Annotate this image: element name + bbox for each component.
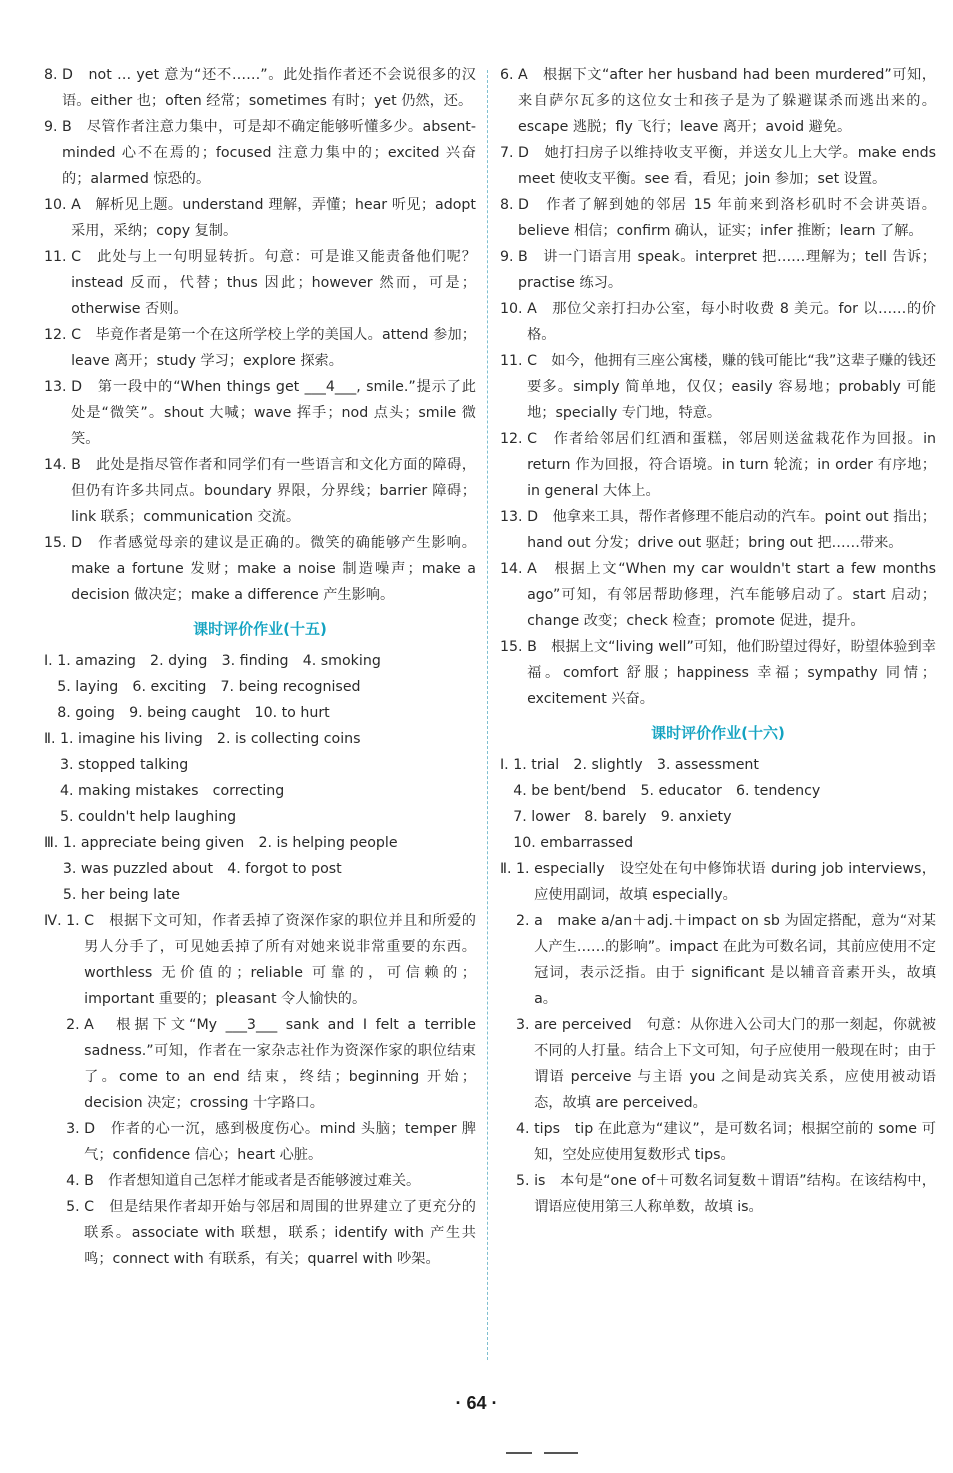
roman-numeral: Ⅳ. bbox=[44, 913, 67, 929]
item-number: 9. bbox=[500, 249, 519, 265]
answer-line: 5. laying 6. exciting 7. being recognised bbox=[57, 679, 361, 695]
item-number: 5. bbox=[66, 1199, 85, 1215]
section16-part2 bbox=[500, 856, 936, 1220]
left-answer-list bbox=[44, 62, 476, 608]
item-text: B 根据上文“living well”可知，他们盼望过得好，盼望体验到幸福。comfort 舒服；happiness 幸福；sympathy 同情；excitement 兴奋。 bbox=[527, 639, 936, 707]
answer-item bbox=[516, 1116, 936, 1168]
answer-item bbox=[44, 114, 476, 192]
item-number: 15. bbox=[44, 535, 72, 551]
answer-item bbox=[500, 192, 936, 244]
item-text: A 那位父亲打扫办公室，每小时收费 8 美元。for 以……的价格。 bbox=[527, 301, 936, 343]
answer-item bbox=[66, 1168, 476, 1194]
answer-item bbox=[44, 452, 476, 530]
answer-item bbox=[66, 1194, 476, 1272]
item-number: 14. bbox=[500, 561, 528, 577]
item-text: A 解析见上题。understand 理解，弄懂；hear 听见；adopt 采用，采纳；copy 复制。 bbox=[71, 197, 476, 239]
item-number: 4. bbox=[66, 1173, 85, 1189]
item-number: 12. bbox=[44, 327, 72, 343]
answer-item bbox=[44, 322, 476, 374]
item-text: D 第一段中的“When things get ___4___, smile.”提示了此处是“微笑”。shout 大喊；wave 挥手；nod 点头；smile 微笑。 bbox=[71, 379, 476, 447]
answer-item bbox=[44, 244, 476, 322]
answer-item bbox=[500, 62, 936, 140]
lines bbox=[63, 830, 476, 908]
item-number: 7. bbox=[500, 145, 519, 161]
answer-item bbox=[66, 1116, 476, 1168]
section16-part1 bbox=[500, 752, 936, 856]
item-number: 13. bbox=[500, 509, 528, 525]
answer-item bbox=[500, 140, 936, 192]
answer-item bbox=[500, 348, 936, 426]
item-text: D 他拿来工具，帮作者修理不能启动的汽车。point out 指出；hand out 分发；drive out 驱赶；bring out 把……带来。 bbox=[527, 509, 936, 551]
lines bbox=[57, 648, 476, 726]
item-text: A 根据上文“When my car wouldn't start a few months ago”可知，有邻居帮助修理，汽车能够启动了。start 启动；change 改变；check 检查；promote 促进，提升。 bbox=[527, 561, 936, 629]
answer-item bbox=[516, 1168, 936, 1220]
answer-item bbox=[516, 1012, 936, 1116]
answer-line: 1. amazing 2. dying 3. finding 4. smoking bbox=[57, 653, 381, 669]
right-column bbox=[500, 62, 936, 1220]
lines bbox=[60, 726, 476, 830]
roman-numeral: Ⅰ. bbox=[44, 653, 58, 669]
item-number: 9. bbox=[44, 119, 63, 135]
item-number: 10. bbox=[44, 197, 72, 213]
roman-numeral: Ⅰ. bbox=[500, 757, 514, 773]
item-number: 14. bbox=[44, 457, 72, 473]
roman-numeral: Ⅱ. bbox=[500, 861, 517, 877]
answer-item bbox=[44, 62, 476, 114]
section15-part4 bbox=[44, 908, 476, 1272]
item-text: C 作者给邻居们红酒和蛋糕，邻居则送盆栽花作为回报。in return 作为回报，符合语境。in turn 轮流；in order 有序地；in general 大体上。 bbox=[527, 431, 936, 499]
item-number: 5. bbox=[516, 1173, 535, 1189]
answer-item bbox=[500, 296, 936, 348]
answer-line: 1. appreciate being given 2. is helping people bbox=[62, 835, 398, 851]
item-text: a make a/an＋adj.＋impact on sb 为固定搭配，意为“对某人产生……的影响”。impact 在此为可数名词，其前应使用不定冠词，表示泛指。由于 significant 是以辅音音素开头，故填 a。 bbox=[534, 913, 936, 1007]
item-text: D 作者感觉母亲的建议是正确的。微笑的确能够产生影响。make a fortune 发财；make a noise 制造噪声；make a decision 做决定；make a difference 产生影响。 bbox=[71, 535, 476, 603]
item-text: A 根据下文“after her husband had been murdered”可知，来自萨尔瓦多的这位女士和孩子是为了躲避谋杀而逃出来的。escape 逃脱；fly 飞行；leave 离开；avoid 避免。 bbox=[518, 67, 936, 135]
answer-line: 7. lower 8. barely 9. anxiety bbox=[513, 809, 732, 825]
item-number: 6. bbox=[500, 67, 519, 83]
answer-line: 1. imagine his living 2. is collecting coins bbox=[60, 731, 361, 747]
answer-item bbox=[500, 244, 936, 296]
answer-item bbox=[516, 908, 936, 1012]
answer-line: 4. making mistakes correcting bbox=[60, 783, 285, 799]
section15-part3 bbox=[44, 830, 476, 908]
item-number: 15. bbox=[500, 639, 528, 655]
item-text: D 作者了解到她的邻居 15 年前来到洛杉矶时不会讲英语。believe 相信；confirm 确认，证实；infer 推断；learn 了解。 bbox=[518, 197, 936, 239]
answer-item bbox=[66, 1012, 476, 1116]
roman-numeral: Ⅲ. bbox=[44, 835, 63, 851]
column-divider bbox=[487, 70, 488, 1360]
item-text: D not … yet 意为“还不……”。此处指作者还不会说很多的汉语。either 也；often 经常；sometimes 有时；yet 仍然，还。 bbox=[62, 67, 476, 109]
item-number: 11. bbox=[44, 249, 72, 265]
answer-item bbox=[44, 192, 476, 244]
answer-line: 4. be bent/bend 5. educator 6. tendency bbox=[513, 783, 821, 799]
answer-items bbox=[516, 856, 936, 1220]
item-number: 11. bbox=[500, 353, 528, 369]
item-number: 12. bbox=[500, 431, 528, 447]
item-number: 3. bbox=[66, 1121, 85, 1137]
answer-item bbox=[500, 556, 936, 634]
item-number: 8. bbox=[44, 67, 63, 83]
item-text: B 此处是指尽管作者和同学们有一些语言和文化方面的障碍，但仍有许多共同点。boundary 界限，分界线；barrier 障碍；link 联系；communication 交流。 bbox=[71, 457, 476, 525]
item-text: C 但是结果作者却开始与邻居和周围的世界建立了更充分的联系。associate with 联想，联系；identify with 产生共鸣；connect with 有联系，有关；quarrel with 吵架。 bbox=[84, 1199, 476, 1267]
section15-part1 bbox=[44, 648, 476, 726]
item-text: tips tip 在此意为“建议”，是可数名词；根据空前的 some 可知，空处应使用复数形式 tips。 bbox=[534, 1121, 936, 1163]
item-text: A 根据下文“My ___3___ sank and I felt a terrible sadness.”可知，作者在一家杂志社作为资深作家的职位结束了。come to an end 结束，终结；beginning 开始；decision 决定；crossing 十字路口。 bbox=[84, 1017, 476, 1111]
answer-line: 1. trial 2. slightly 3. assessment bbox=[513, 757, 759, 773]
footer-rule bbox=[506, 1452, 532, 1454]
item-number: 1. bbox=[66, 913, 85, 929]
answer-item bbox=[500, 504, 936, 556]
section-title-16: 课时评价作业(十六) bbox=[651, 724, 785, 742]
item-text: C 如今，他拥有三座公寓楼，赚的钱可能比“我”这辈子赚的钱还要多。simply 简单地，仅仅；easily 容易地；probably 可能地；specially 专门地，特意。 bbox=[527, 353, 936, 421]
item-text: B 讲一门语言用 speak。interpret 把……理解为；tell 告诉；practise 练习。 bbox=[518, 249, 936, 291]
item-number: 4. bbox=[516, 1121, 535, 1137]
section15-part2 bbox=[44, 726, 476, 830]
item-text: C 此处与上一句明显转折。句意：可是谁又能责备他们呢？instead 反而，代替；thus 因此；however 然而，可是；otherwise 否则。 bbox=[71, 249, 476, 317]
answer-line: 5. couldn't help laughing bbox=[60, 809, 237, 825]
roman-numeral: Ⅱ. bbox=[44, 731, 61, 747]
item-text: C 毕竟作者是第一个在这所学校上学的美国人。attend 参加；leave 离开；study 学习；explore 探索。 bbox=[71, 327, 476, 369]
answer-line: 3. stopped talking bbox=[60, 757, 189, 773]
item-number: 13. bbox=[44, 379, 72, 395]
footer-rule bbox=[544, 1452, 578, 1454]
item-text: C 根据下文可知，作者丢掉了资深作家的职位并且和所爱的男人分手了，可见她丢掉了所有对她来说非常重要的东西。worthless 无价值的；reliable 可靠的，可信赖的；important 重要的；pleasant 令人愉快的。 bbox=[84, 913, 476, 1007]
item-text: especially 设空处在句中修饰状语 during job interviews，应使用副词，故填 especially。 bbox=[534, 861, 936, 903]
item-number: 1. bbox=[516, 861, 535, 877]
answer-item bbox=[66, 908, 476, 1012]
answer-item bbox=[44, 530, 476, 608]
answer-line: 8. going 9. being caught 10. to hurt bbox=[57, 705, 330, 721]
answer-line: 3. was puzzled about 4. forgot to post bbox=[62, 861, 342, 877]
lines bbox=[513, 752, 936, 856]
answer-line: 5. her being late bbox=[62, 887, 181, 903]
item-text: are perceived 句意：从你进入公司大门的那一刻起，你就被不同的人打量。结合上下文可知，句子应使用一般现在时；由于谓语 perceive 与主语 you 之间是动宾关系，应使用被动语态，故填 are perceived。 bbox=[534, 1017, 936, 1111]
item-text: B 尽管作者注意力集中，可是却不确定能够听懂多少。absent-minded 心不在焉的；focused 注意力集中的；excited 兴奋的；alarmed 惊恐的。 bbox=[62, 119, 476, 187]
item-text: B 作者想知道自己怎样才能或者是否能够渡过难关。 bbox=[84, 1173, 421, 1189]
item-number: 3. bbox=[516, 1017, 535, 1033]
item-text: D 她打扫房子以维持收支平衡，并送女儿上大学。make ends meet 使收支平衡。see 看，看见；join 参加；set 设置。 bbox=[518, 145, 936, 187]
answer-items bbox=[66, 908, 476, 1272]
answer-item bbox=[516, 856, 936, 908]
answer-item bbox=[500, 426, 936, 504]
left-column bbox=[44, 62, 476, 1272]
answer-item bbox=[44, 374, 476, 452]
item-number: 8. bbox=[500, 197, 519, 213]
right-answer-list bbox=[500, 62, 936, 712]
item-number: 2. bbox=[516, 913, 535, 929]
answer-line: 10. embarrassed bbox=[513, 835, 634, 851]
item-number: 2. bbox=[66, 1017, 85, 1033]
item-text: is 本句是“one of＋可数名词复数＋谓语”结构。在该结构中，谓语应使用第三人称单数，故填 is。 bbox=[534, 1173, 936, 1215]
answer-item bbox=[500, 634, 936, 712]
section-title-15: 课时评价作业(十五) bbox=[193, 620, 327, 638]
item-text: D 作者的心一沉，感到极度伤心。mind 头脑；temper 脾气；confidence 信心；heart 心脏。 bbox=[84, 1121, 476, 1163]
item-number: 10. bbox=[500, 301, 528, 317]
page-number: · 64 · bbox=[455, 1393, 498, 1413]
